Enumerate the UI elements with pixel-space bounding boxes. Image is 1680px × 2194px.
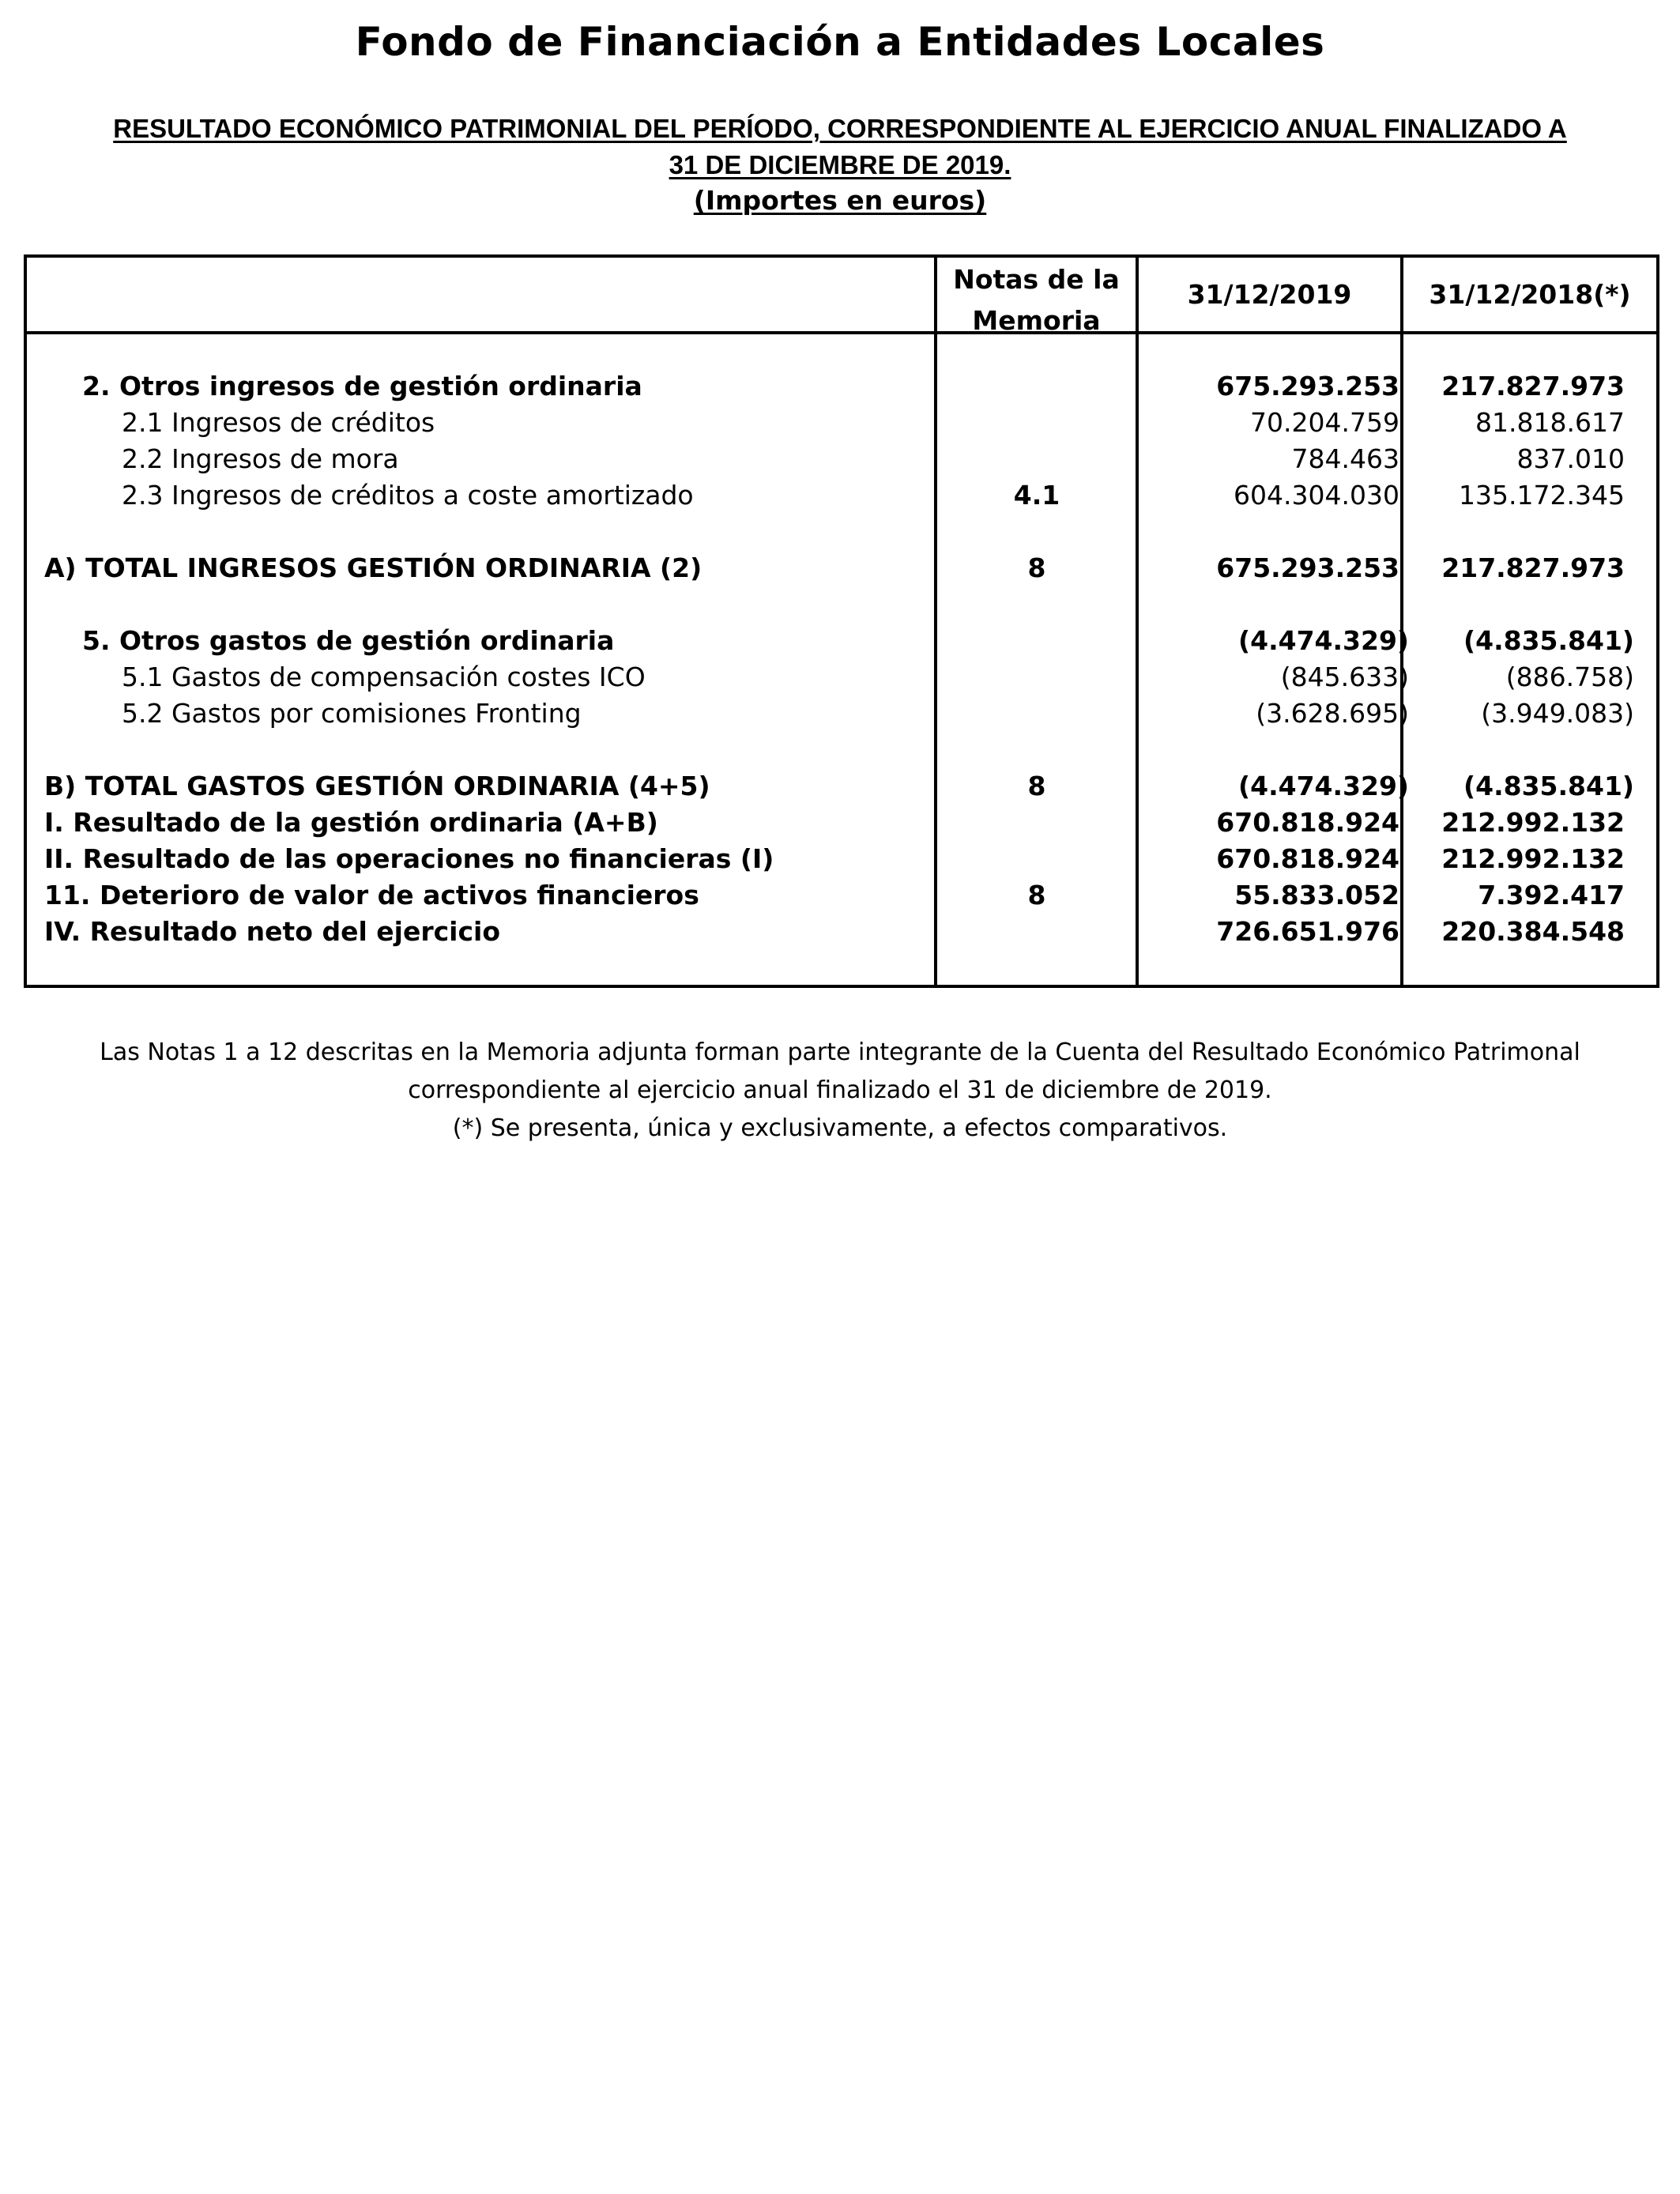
row-value-2019: (4.474.329) (1238, 771, 1409, 801)
row-value-2019: 675.293.253 (1216, 552, 1399, 583)
table-row (27, 477, 1656, 514)
table-row (27, 550, 1656, 586)
report-title (32, 111, 1648, 183)
row-label: II. Resultado de las operaciones no financieras (I) (44, 843, 774, 874)
row-value-2019: (3.628.695) (1256, 698, 1409, 729)
header-divider (27, 331, 1656, 334)
table-row (27, 877, 1656, 914)
table-row (27, 623, 1656, 659)
footer-line3: (*) Se presenta, única y exclusivamente, a efectos comparativos. (452, 1114, 1228, 1142)
row-label: 2.1 Ingresos de créditos (122, 407, 435, 438)
row-label: 5.2 Gastos por comisiones Fronting (122, 698, 582, 729)
row-label: B) TOTAL GASTOS GESTIÓN ORDINARIA (4+5) (44, 771, 710, 801)
header-notas-line2: Memoria (972, 305, 1101, 336)
row-value-2019: (845.633) (1280, 662, 1409, 692)
report-title-line2: 31 DE DICIEMBRE DE 2019. (669, 150, 1011, 179)
table-row (27, 405, 1656, 441)
footer-notes (0, 1034, 1680, 1148)
row-value-2018: 135.172.345 (1459, 480, 1625, 511)
document-title: Fondo de Financiación a Entidades Locales (355, 19, 1325, 65)
row-nota: 8 (1027, 552, 1046, 583)
row-value-2018: (3.949.083) (1481, 698, 1634, 729)
table-row (27, 841, 1656, 877)
table-row (27, 441, 1656, 477)
row-value-2018: (4.835.841) (1463, 771, 1634, 801)
table-row (27, 914, 1656, 950)
row-value-2019: 726.651.976 (1216, 916, 1399, 947)
row-value-2019: 604.304.030 (1234, 480, 1399, 511)
row-label: IV. Resultado neto del ejercicio (44, 916, 501, 947)
row-label: A) TOTAL INGRESOS GESTIÓN ORDINARIA (2) (44, 552, 703, 583)
row-value-2018: 220.384.548 (1441, 916, 1625, 947)
row-label: 2.2 Ingresos de mora (122, 443, 399, 474)
header-notas-line1: Notas de la (953, 264, 1120, 295)
row-value-2019: 70.204.759 (1250, 407, 1399, 438)
row-value-2018: (886.758) (1505, 662, 1634, 692)
row-label: 2.3 Ingresos de créditos a coste amortizado (122, 480, 694, 511)
row-label: 11. Deterioro de valor de activos financieros (44, 880, 699, 910)
table-row (27, 805, 1656, 841)
row-label: 2. Otros ingresos de gestión ordinaria (82, 371, 642, 401)
header-notas (937, 259, 1136, 341)
units-note: (Importes en euros) (693, 185, 987, 216)
table-row (27, 368, 1656, 405)
row-value-2019: 675.293.253 (1216, 371, 1399, 401)
row-value-2019: 784.463 (1291, 443, 1399, 474)
row-value-2018: 837.010 (1516, 443, 1625, 474)
report-title-line1: RESULTADO ECONÓMICO PATRIMONIAL DEL PERÍODO, CORRESPONDIENTE AL EJERCICIO ANUAL FINALIZADO A (113, 114, 1567, 143)
row-value-2019: (4.474.329) (1238, 625, 1409, 656)
row-value-2018: (4.835.841) (1463, 625, 1634, 656)
row-value-2018: 212.992.132 (1441, 843, 1625, 874)
row-nota: 4.1 (1013, 480, 1060, 511)
row-value-2018: 81.818.617 (1475, 407, 1625, 438)
row-value-2018: 217.827.973 (1441, 371, 1625, 401)
row-value-2019: 670.818.924 (1216, 807, 1399, 838)
row-value-2019: 670.818.924 (1216, 843, 1399, 874)
footer-line1: Las Notas 1 a 12 descritas en la Memoria adjunta forman parte integrante de la Cuenta del Resultado Económico Patrimonal (100, 1039, 1580, 1066)
row-value-2018: 217.827.973 (1441, 552, 1625, 583)
row-value-2018: 212.992.132 (1441, 807, 1625, 838)
table-row (27, 696, 1656, 732)
row-nota: 8 (1027, 880, 1046, 910)
row-label: 5.1 Gastos de compensación costes ICO (122, 662, 646, 692)
row-value-2019: 55.833.052 (1234, 880, 1399, 910)
footer-line2: correspondiente al ejercicio anual finalizado el 31 de diciembre de 2019. (408, 1076, 1272, 1104)
header-2019: 31/12/2019 (1187, 279, 1352, 310)
header-2018: 31/12/2018(*) (1429, 279, 1631, 310)
row-nota: 8 (1027, 771, 1046, 801)
results-table (24, 254, 1659, 988)
table-row (27, 659, 1656, 696)
row-label: 5. Otros gastos de gestión ordinaria (82, 625, 615, 656)
table-row (27, 768, 1656, 805)
row-value-2018: 7.392.417 (1478, 880, 1625, 910)
row-label: I. Resultado de la gestión ordinaria (A+B) (44, 807, 658, 838)
